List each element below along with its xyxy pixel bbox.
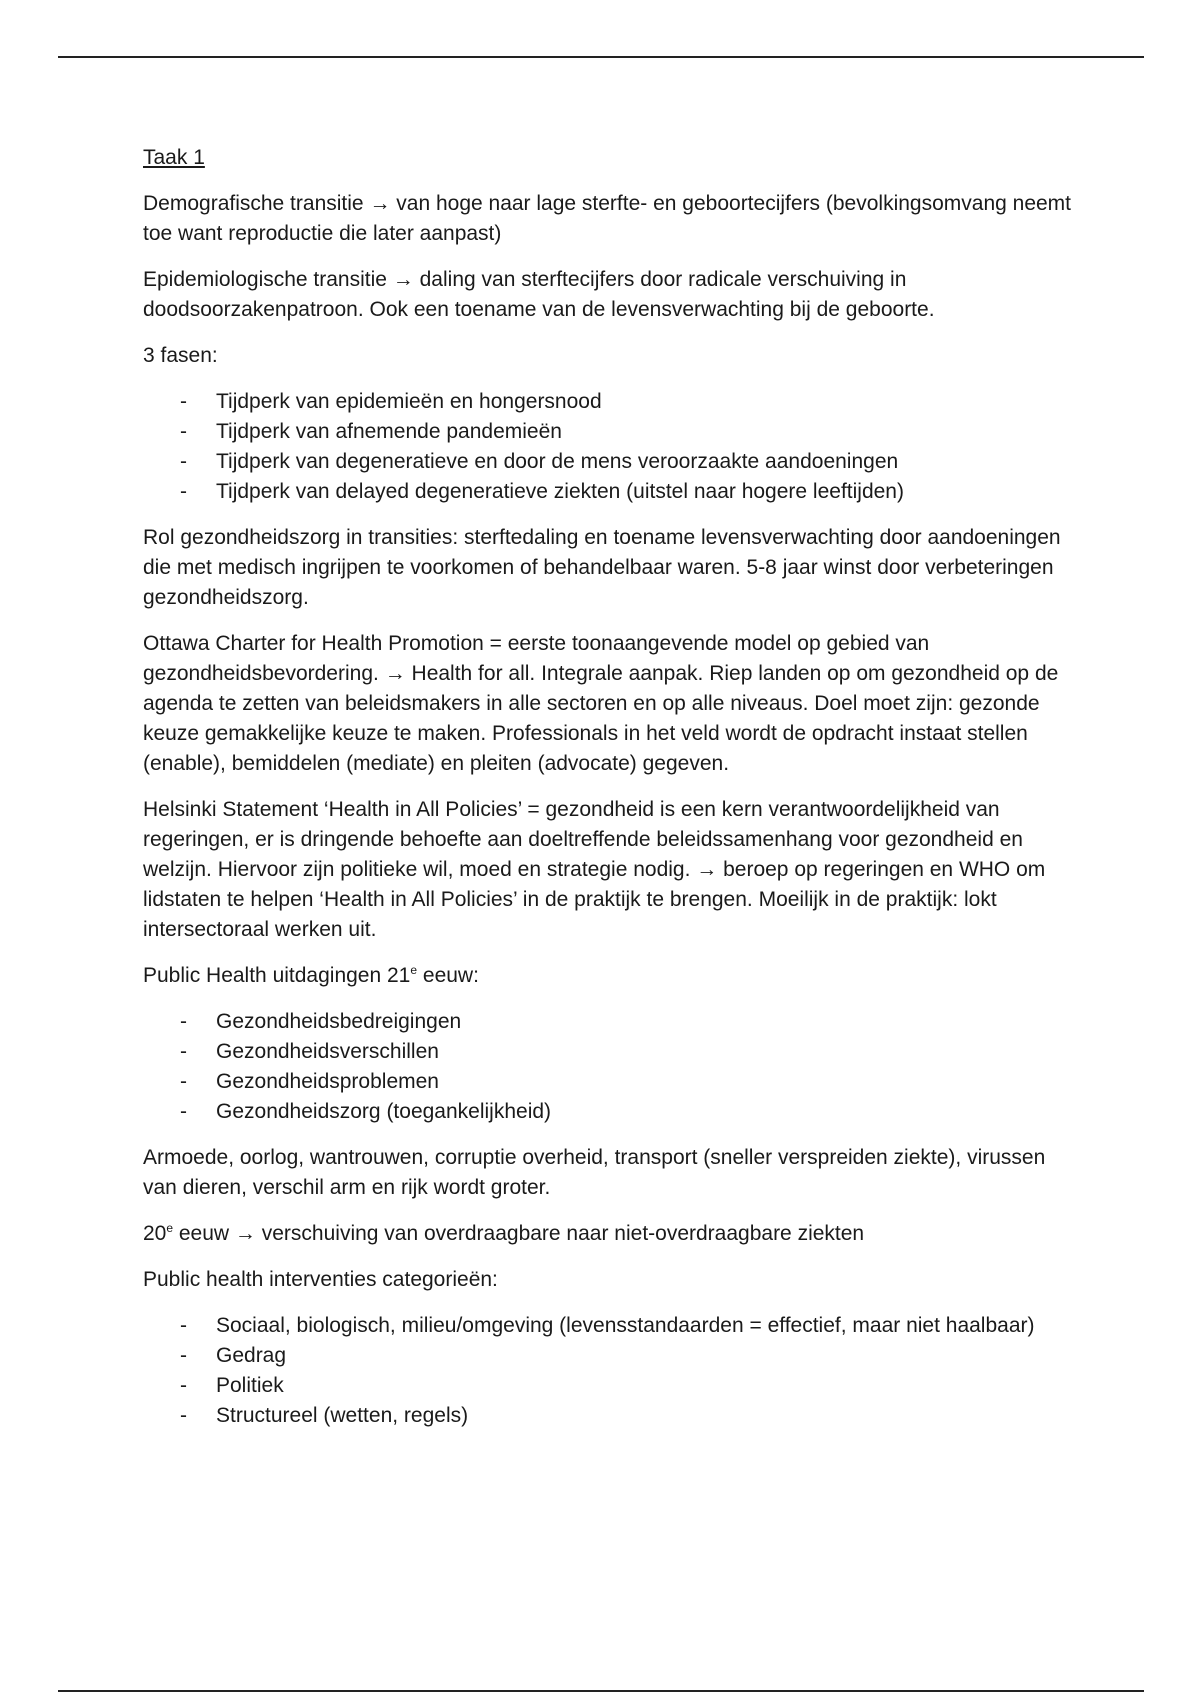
list-item: [143, 1067, 1083, 1097]
arrow-icon: →: [392, 268, 414, 291]
page-heading: Taak 1: [143, 146, 205, 169]
paragraph-text: eeuw:: [417, 964, 479, 987]
list-item-text: Gezondheidsproblemen: [216, 1070, 439, 1093]
list-interventies: [143, 1311, 1083, 1431]
list-item-text: Tijdperk van degeneratieve en door de mens veroorzaakte aandoeningen: [216, 450, 899, 473]
paragraph-text: Demografische transitie: [143, 192, 370, 215]
paragraph-fasen-intro: 3 fasen:: [143, 344, 218, 367]
dash-bullet: -: [180, 1100, 187, 1123]
dash-bullet: -: [180, 1314, 187, 1337]
paragraph-text: van hoge naar lage sterfte- en geboortecijfers (bevolkingsomvang neemt toe want reproductie die later aanpast): [143, 192, 1071, 245]
paragraph-text: Health for all. Integrale aanpak. Riep landen op om gezondheid op de agenda te zetten van beleidsmakers in alle sectoren en op alle niveaus. Doel moet zijn: gezonde keuze gemakkelijke keuze te maken. Professionals in het veld wordt de opdracht instaat stellen (enable), bemiddelen (mediate) en pleiten (advocate) gegeven.: [143, 662, 1059, 775]
paragraph-helsinki-statement: [143, 795, 1083, 945]
list-item-text: Gezondheidszorg (toegankelijkheid): [216, 1100, 552, 1123]
dash-bullet: -: [180, 1344, 187, 1367]
list-item: [143, 477, 1083, 507]
paragraph-text: Helsinki Statement ‘Health in All Policies’ = gezondheid is een kern verantwoordelijkheid van regeringen, er is dringende behoefte aan doeltreffende beleidssamenhang voor gezondheid en welzijn. Hiervoor zijn politieke wil, moed en strategie nodig.: [143, 798, 1023, 881]
arrow-icon: →: [384, 662, 406, 685]
list-item: [143, 387, 1083, 417]
list-item: [143, 1097, 1083, 1127]
dash-bullet: -: [180, 1374, 187, 1397]
list-item: [143, 1371, 1083, 1401]
paragraph-text: 20: [143, 1222, 167, 1245]
arrow-icon: →: [369, 192, 391, 215]
list-item: [143, 1341, 1083, 1371]
list-item-text: Gezondheidsbedreigingen: [216, 1010, 462, 1033]
list-item-text: Gezondheidsverschillen: [216, 1040, 439, 1063]
dash-bullet: -: [180, 1040, 187, 1063]
list-item-text: Sociaal, biologisch, milieu/omgeving (levensstandaarden = effectief, maar niet haalbaar): [216, 1314, 1035, 1337]
arrow-icon: →: [234, 1222, 256, 1245]
dash-bullet: -: [180, 1404, 187, 1427]
list-item-text: Gedrag: [216, 1344, 287, 1367]
paragraph-epidemiologische-transitie: [143, 265, 1083, 325]
paragraph-oorzaken: Armoede, oorlog, wantrouwen, corruptie overheid, transport (sneller verspreiden ziekte), virussen van dieren, verschil arm en rijk wordt groter.: [143, 1146, 1046, 1199]
list-item: [143, 1311, 1083, 1341]
paragraph-text: daling van sterftecijfers door radicale verschuiving in doodsoorzakenpatroon. Ook een toename van de levensverwachting bij de geboorte.: [143, 268, 935, 321]
dash-bullet: -: [180, 480, 187, 503]
dash-bullet: -: [180, 1070, 187, 1093]
paragraph-text: Public Health uitdagingen 21: [143, 964, 411, 987]
paragraph-ottawa-charter: [143, 629, 1083, 779]
paragraph-text: Epidemiologische transitie: [143, 268, 393, 291]
list-item-text: Tijdperk van afnemende pandemieën: [216, 420, 562, 443]
list-item: [143, 417, 1083, 447]
dash-bullet: -: [180, 390, 187, 413]
dash-bullet: -: [180, 450, 187, 473]
list-item: [143, 1007, 1083, 1037]
list-item: [143, 1037, 1083, 1067]
paragraph-rol-gezondheidszorg: Rol gezondheidszorg in transities: sterftedaling en toename levensverwachting door aandoeningen die met medisch ingrijpen te voorkomen of behandelbaar waren. 5-8 jaar winst door verbeteringen gezondheidszorg.: [143, 526, 1061, 609]
footer-rule: [58, 1690, 1144, 1692]
paragraph-text: Ottawa Charter for Health Promotion = eerste toonaangevende model op gebied van gezondheidsbevordering.: [143, 632, 930, 685]
paragraph-uitdagingen-intro: [143, 961, 1083, 991]
superscript: e: [410, 963, 418, 977]
superscript: e: [166, 1221, 174, 1235]
header-rule: [58, 56, 1144, 58]
paragraph-text: verschuiving van overdraagbare naar niet-overdraagbare ziekten: [255, 1222, 865, 1245]
list-fasen: [143, 387, 1083, 507]
paragraph-interventies-intro: Public health interventies categorieën:: [143, 1268, 498, 1291]
dash-bullet: -: [180, 420, 187, 443]
list-item: [143, 1401, 1083, 1431]
list-item-text: Structureel (wetten, regels): [216, 1404, 469, 1427]
list-uitdagingen: [143, 1007, 1083, 1127]
list-item-text: Tijdperk van epidemieën en hongersnood: [216, 390, 602, 413]
list-item-text: Politiek: [216, 1374, 284, 1397]
document-body: [143, 143, 1083, 1447]
paragraph-text: eeuw: [173, 1222, 235, 1245]
list-item: [143, 447, 1083, 477]
arrow-icon: →: [696, 858, 718, 881]
dash-bullet: -: [180, 1010, 187, 1033]
paragraph-text: beroep op regeringen en WHO om lidstaten te helpen ‘Health in All Policies’ in de praktijk te brengen. Moeilijk in de praktijk: lokt intersectoraal werken uit.: [143, 858, 1046, 941]
paragraph-demografische-transitie: [143, 189, 1083, 249]
paragraph-20e-eeuw: [143, 1219, 1083, 1249]
list-item-text: Tijdperk van delayed degeneratieve ziekten (uitstel naar hogere leeftijden): [216, 480, 904, 503]
